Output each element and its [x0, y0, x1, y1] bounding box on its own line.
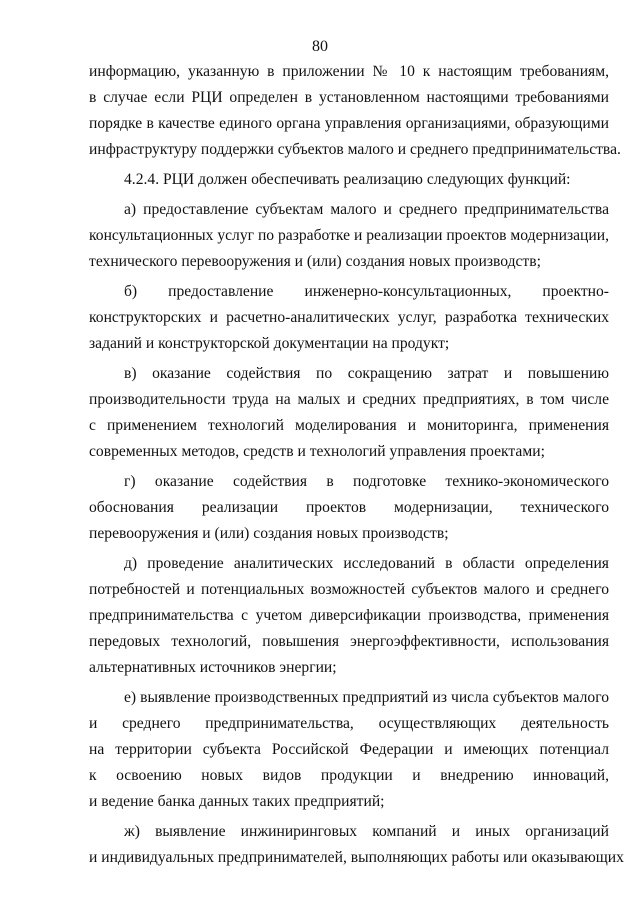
text-line: инфраструктуру поддержки субъектов малого и среднего предпринимательства.	[89, 141, 621, 158]
text-line: обоснования реализации проектов модернизации, технического	[89, 499, 609, 516]
paragraph-item-v	[89, 361, 609, 465]
text-line: и индивидуальных предпринимателей, выполняющих работы или оказывающих	[89, 849, 624, 866]
text-line: передовых технологий, повышения энергоэффективности, использования	[89, 633, 609, 650]
text-line: заданий и конструкторской документации на продукт;	[89, 335, 450, 352]
paragraph-item-e	[89, 685, 609, 815]
paragraph-clause-4-2-4	[89, 167, 609, 193]
text-line: в случае если РЦИ определен в установленном настоящими требованиями	[89, 89, 609, 106]
text-line: ж) выявление инжиниринговых компаний и иных организаций	[124, 823, 609, 840]
text-line: информацию, указанную в приложении № 10 к настоящим требованиям,	[89, 63, 609, 80]
paragraph-item-g	[89, 469, 609, 547]
paragraph-item-zh	[89, 819, 624, 871]
text-line: современных методов, средств и технологий управления проектами;	[89, 443, 545, 460]
text-line: е) выявление производственных предприятий из числа субъектов малого	[124, 689, 609, 706]
text-line: порядке в качестве единого органа управления организациями, образующими	[89, 115, 609, 132]
text-line: и ведение банка данных таких предприятий;	[89, 793, 385, 810]
paragraph-item-d	[89, 551, 609, 681]
text-line: в) оказание содействия по сокращению затрат и повышению	[124, 365, 609, 382]
text-line: б) предоставление инженерно-консультационных, проектно-	[124, 283, 609, 300]
paragraph-continuation	[89, 59, 621, 163]
page-number: 80	[312, 38, 328, 55]
text-line: альтернативных источников энергии;	[89, 659, 337, 676]
paragraph-item-a	[89, 197, 609, 275]
text-line: а) предоставление субъектам малого и среднего предпринимательства	[124, 201, 609, 218]
text-line: и среднего предпринимательства, осуществляющих деятельность	[89, 715, 609, 732]
text-line: к освоению новых видов продукции и внедрению инноваций,	[89, 767, 609, 784]
text-line: потребностей и потенциальных возможностей субъектов малого и среднего	[89, 581, 609, 598]
paragraph-item-b	[89, 279, 609, 357]
text-line: технического перевооружения и (или) создания новых производств;	[89, 253, 541, 270]
text-line: д) проведение аналитических исследований в области определения	[124, 555, 609, 572]
text-line: г) оказание содействия в подготовке технико-экономического	[124, 473, 609, 490]
text-line: перевооружения и (или) создания новых производств;	[89, 525, 449, 542]
text-line: производительности труда на малых и средних предприятиях, в том числе	[89, 391, 609, 408]
text-line: конструкторских и расчетно-аналитических услуг, разработка технических	[89, 309, 609, 326]
document-body	[89, 59, 624, 871]
text-line: 4.2.4. РЦИ должен обеспечивать реализацию следующих функций:	[124, 171, 571, 188]
text-line: предпринимательства с учетом диверсификации производства, применения	[89, 607, 609, 624]
text-line: консультационных услуг по разработке и реализации проектов модернизации,	[89, 227, 609, 244]
text-line: с применением технологий моделирования и мониторинга, применения	[89, 417, 609, 434]
text-line: на территории субъекта Российской Федерации и имеющих потенциал	[89, 741, 609, 758]
